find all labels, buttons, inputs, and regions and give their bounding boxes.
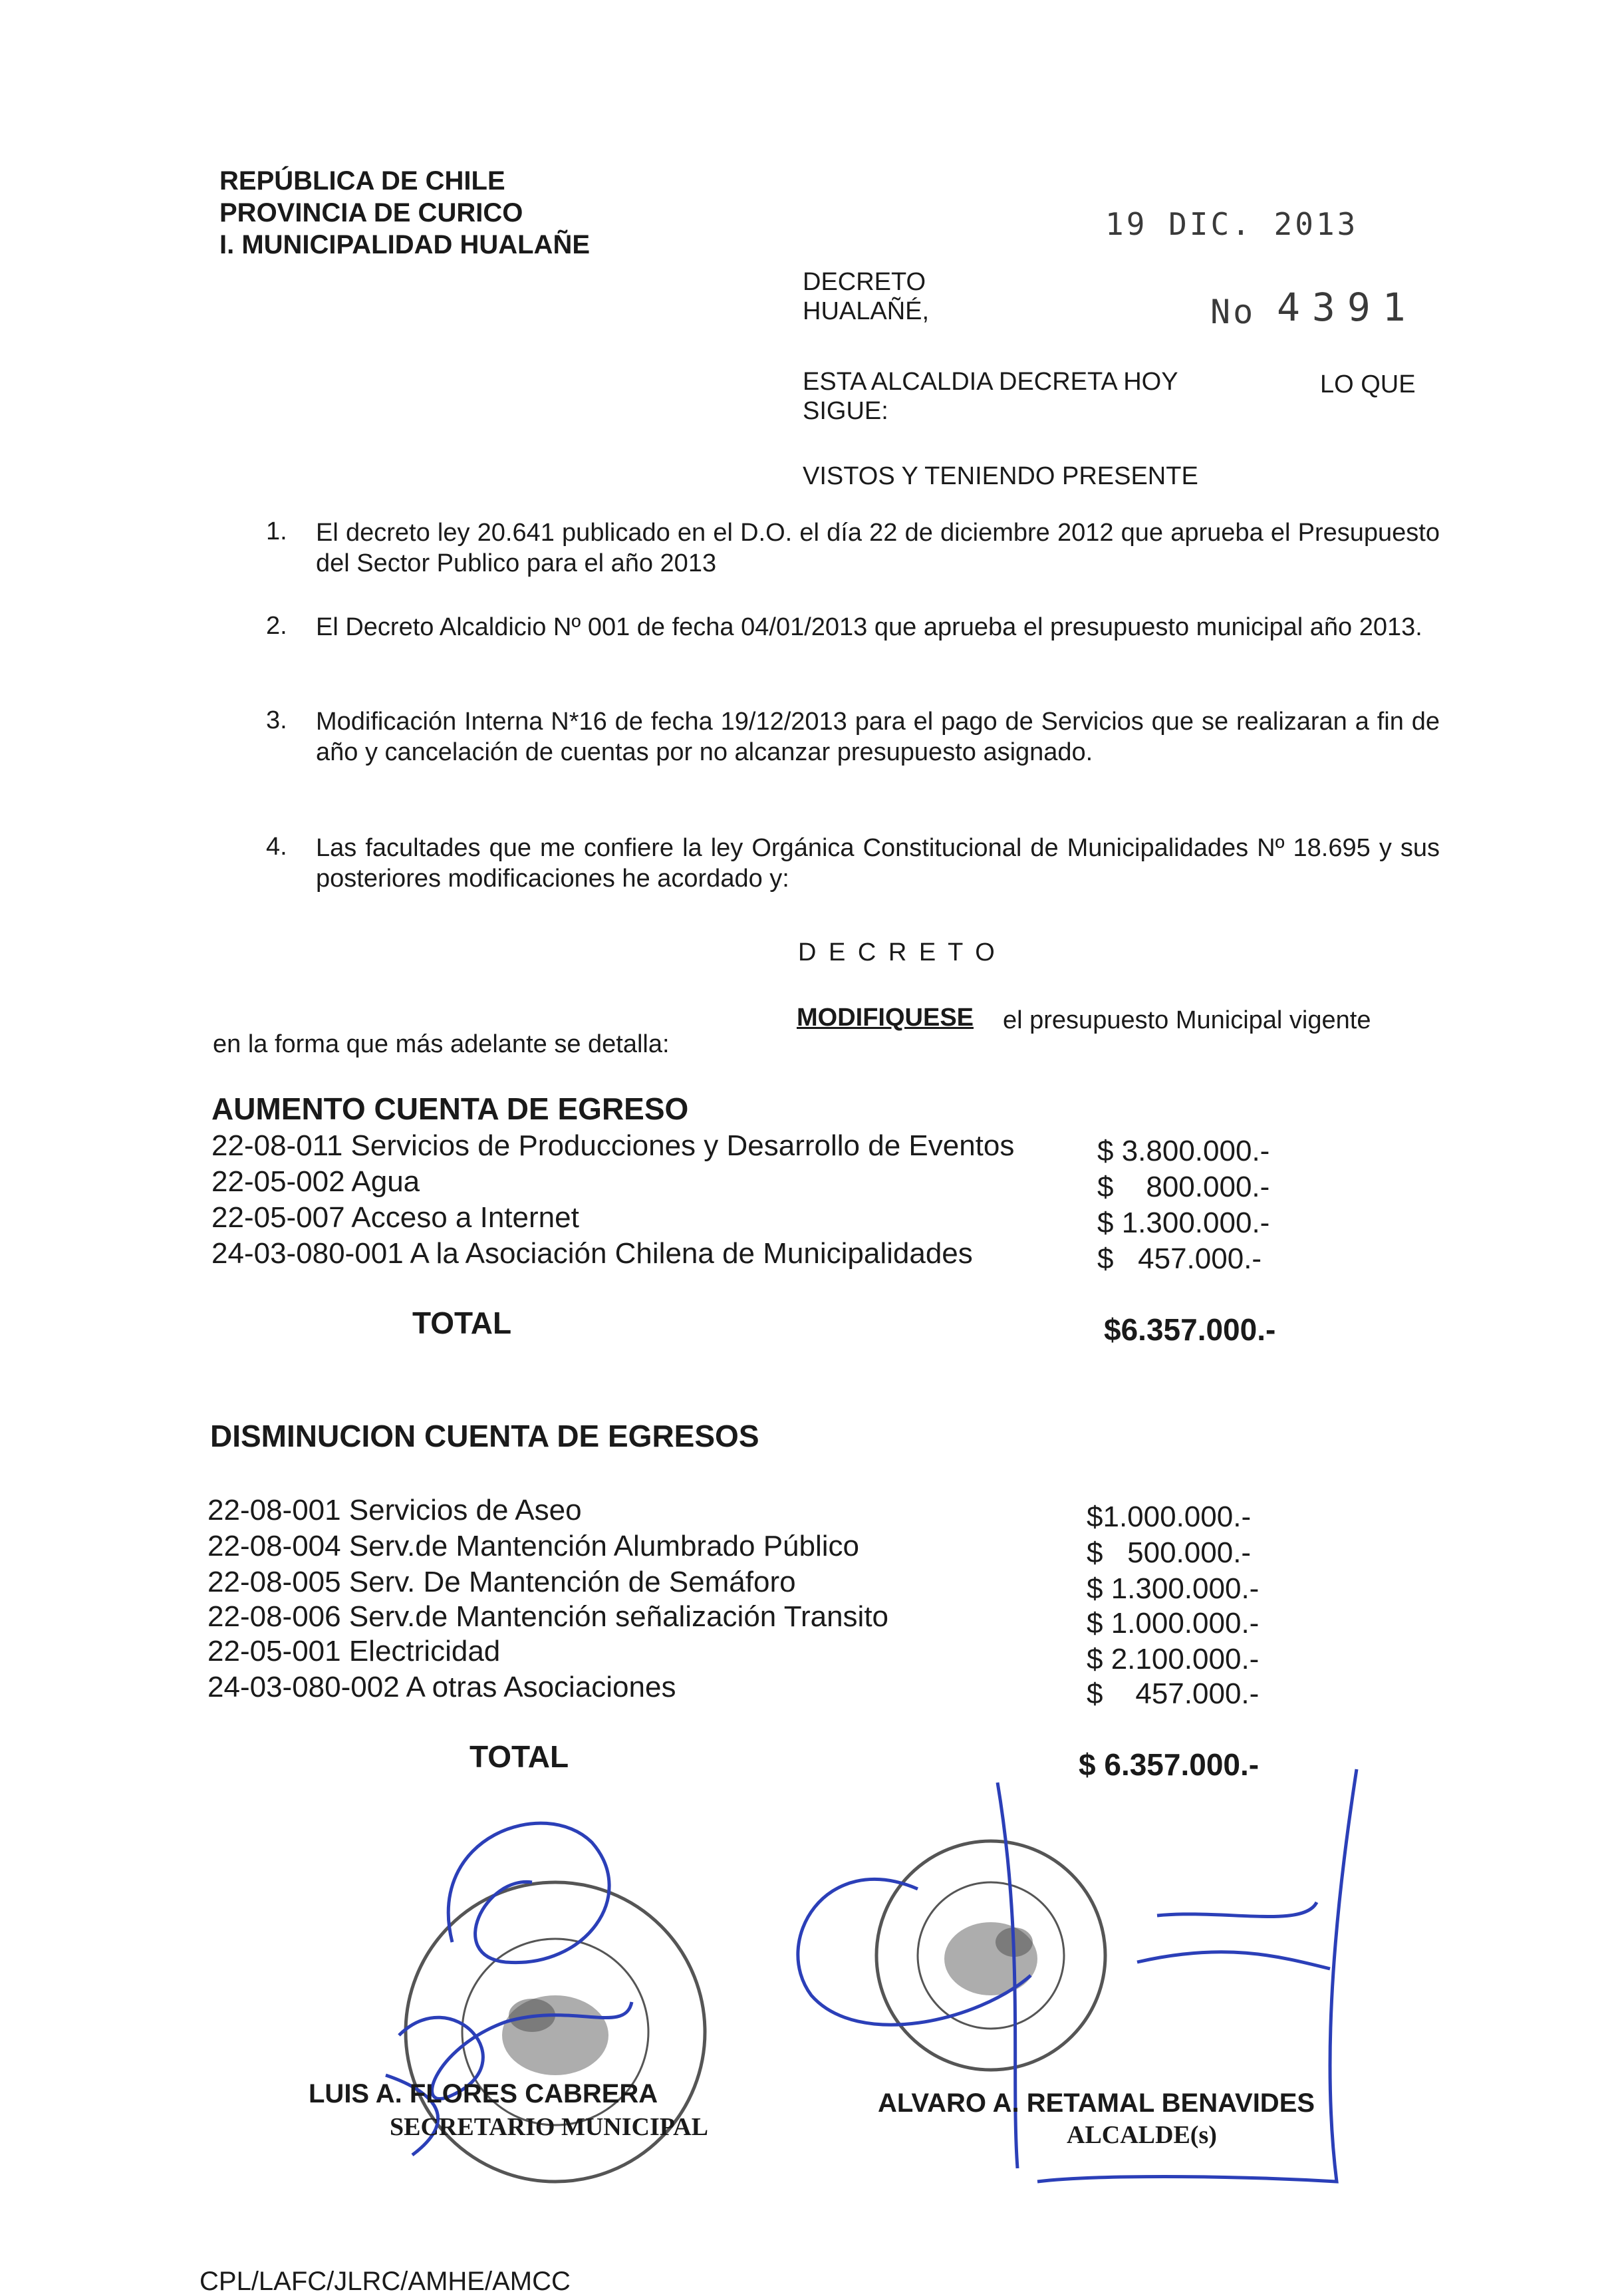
consideration-number: 3. [266,706,287,734]
decrease-row-desc: 22-08-005 Serv. De Mantención de Semáforo [207,1566,796,1598]
decree-label: DECRETO [803,268,926,296]
increase-title: AUMENTO CUENTA DE EGRESO [211,1091,689,1126]
increase-row-desc: 22-05-002 Agua [211,1165,420,1198]
decrease-row-desc: 22-08-006 Serv.de Mantención señalización Transito [207,1600,889,1633]
decrease-row-amount: $ 500.000.- [1087,1536,1252,1569]
signatory-left-role: SECRETARIO MUNICIPAL [390,2113,708,2141]
decrease-title: DISMINUCION CUENTA DE EGRESOS [210,1419,759,1453]
decree-number-prefix: No [1210,293,1256,331]
decrease-total-label: TOTAL [469,1739,569,1774]
decrease-row-desc: 24-03-080-002 A otras Asociaciones [207,1671,676,1703]
increase-total-label: TOTAL [412,1306,512,1340]
consideration-text: Modificación Interna N*16 de fecha 19/12/2013 para el pago de Servicios que se realizaran a fin de año y cancelación de cuentas por no alcanzar presupuesto asignado. [316,708,1440,766]
increase-row-amount: $ 3.800.000.- [1097,1135,1270,1167]
increase-row-desc: 22-05-007 Acceso a Internet [211,1201,579,1234]
intro-line-1: ESTA ALCALDIA DECRETA HOY [803,368,1178,396]
decrease-row-amount: $ 457.000.- [1087,1677,1260,1710]
decrease-row-desc: 22-08-001 Servicios de Aseo [207,1494,582,1526]
decree-place: HUALAÑÉ, [803,297,930,325]
vistos-heading: VISTOS Y TENIENDO PRESENTE [803,462,1198,490]
intro-line-2: SIGUE: [803,397,888,425]
modify-text: el presupuesto Municipal vigente [1003,1006,1371,1034]
decrease-row-amount: $1.000.000.- [1087,1501,1252,1533]
decrease-row-desc: 22-08-004 Serv.de Mantención Alumbrado Público [207,1530,860,1562]
header-line-2: PROVINCIA DE CURICO [219,198,523,227]
modify-line-2: en la forma que más adelante se detalla: [213,1030,670,1058]
increase-row-desc: 22-08-011 Servicios de Producciones y Desarrollo de Eventos [211,1129,1015,1162]
decrease-total-value: $ 6.357.000.- [1079,1747,1260,1782]
header-line-3: I. MUNICIPALIDAD HUALAÑE [219,230,591,259]
intro-line-1b: LO QUE [1320,370,1416,398]
signatory-left-name: LUIS A. FLORES CABRERA [309,2079,658,2108]
signatory-right-role: ALCALDE(s) [1067,2121,1217,2149]
consideration-number: 4. [266,833,287,861]
decree-number: 4391 [1277,285,1418,330]
increase-total-value: $6.357.000.- [1104,1312,1276,1347]
increase-row-amount: $ 457.000.- [1097,1242,1262,1275]
consideration-number: 2. [266,612,287,640]
consideration-text: El Decreto Alcaldicio Nº 001 de fecha 04/01/2013 que aprueba el presupuesto municipal año 2013. [316,613,1422,641]
consideration-text: El decreto ley 20.641 publicado en el D.O. el día 22 de diciembre 2012 que aprueba el Presupuesto del Sector Publico para el año 2013 [316,519,1440,577]
decrease-row-desc: 22-05-001 Electricidad [207,1635,501,1667]
increase-row-amount: $ 800.000.- [1097,1171,1270,1203]
increase-row-amount: $ 1.300.000.- [1097,1207,1270,1239]
signatory-right-name: ALVARO A. RETAMAL BENAVIDES [878,2088,1315,2118]
date-stamp: 19 DIC. 2013 [1105,206,1359,242]
consideration-number: 1. [266,517,287,545]
decreto-heading: D E C R E T O [798,938,998,966]
header-line-1: REPÚBLICA DE CHILE [219,166,505,196]
decrease-row-amount: $ 1.000.000.- [1087,1607,1260,1640]
decrease-row-amount: $ 2.100.000.- [1087,1643,1260,1675]
increase-row-desc: 24-03-080-001 A la Asociación Chilena de Municipalidades [211,1237,973,1270]
decrease-row-amount: $ 1.300.000.- [1087,1572,1260,1605]
footer-initials: CPL/LAFC/JLRC/AMHE/AMCC [200,2267,571,2296]
consideration-text: Las facultades que me confiere la ley Orgánica Constitucional de Municipalidades Nº 18.695 y sus posteriores modificaciones he acordado y: [316,834,1440,893]
modify-keyword: MODIFIQUESE [797,1004,974,1032]
